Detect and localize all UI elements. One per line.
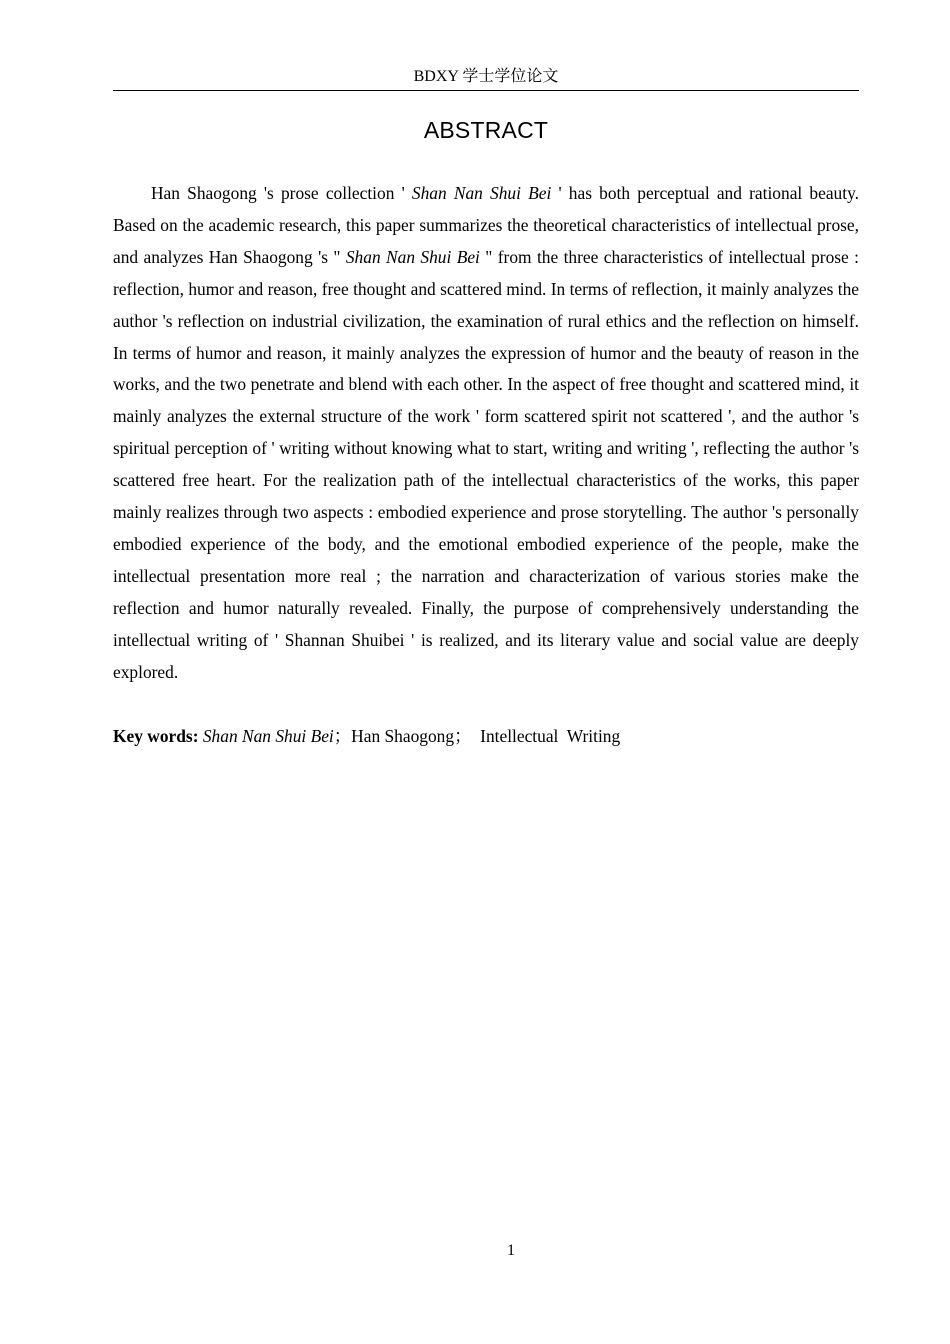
keywords-line <box>113 721 859 753</box>
header-rule <box>113 90 859 91</box>
keyword-1: Shan Nan Shui Bei <box>202 726 334 746</box>
abstract-book-title-1: Shan Nan Shui Bei <box>411 183 552 203</box>
keyword-2: Han Shaogong <box>351 726 455 746</box>
keyword-separator: ； <box>333 726 352 746</box>
abstract-text-1: Han Shaogong 's prose collection ' <box>151 183 412 203</box>
page-number: 1 <box>507 1242 515 1259</box>
abstract-book-title-2: Shan Nan Shui Bei <box>345 246 480 267</box>
abstract-title: ABSTRACT <box>423 117 549 143</box>
keywords-label: Key words: <box>113 726 199 746</box>
abstract-text-3: " from the three characteristics of intellectual prose : reflection, humor and reason, free thought and scattered mind. In terms of reflection, it mainly analyzes the author 's reflection on industrial civilization, the examination of rural ethics and the reflection on himself. In terms of humor and reason, it mainly analyzes the expression of humor and the beauty of reason in the works, and the two penetrate and blend with each other. In the aspect of free thought and scattered mind, it mainly analyzes the external structure of the work ' form scattered spirit not scattered ', and the author 's spiritual perception of ' writing without knowing what to start, writing and writing ', reflecting the author 's scattered free heart. For the realization path of the intellectual characteristics of the works, this paper mainly realizes through two aspects : embodied experience and prose storytelling. The author 's personally embodied experience of the body, and the emotional embodied experience of the people, make the intellectual presentation more real ; the narration and characterization of various stories make the reflection and humor naturally revealed. Finally, the purpose of comprehensively understanding the intellectual writing of ' Shannan Shuibei ' is realized, and its literary value and social value are deeply explored. <box>113 246 859 682</box>
abstract-text-2: ' has both perceptual and rational beauty. Based on the academic research, this paper summarizes the theoretical characteristics of intellectual prose, and analyzes Han Shaogong 's " <box>113 183 859 267</box>
abstract-body <box>113 178 859 689</box>
keyword-separator: ； <box>454 726 472 746</box>
keyword-3: Intellectual Writing <box>480 726 621 746</box>
running-header: BDXY 学士学位论文 <box>413 68 559 85</box>
